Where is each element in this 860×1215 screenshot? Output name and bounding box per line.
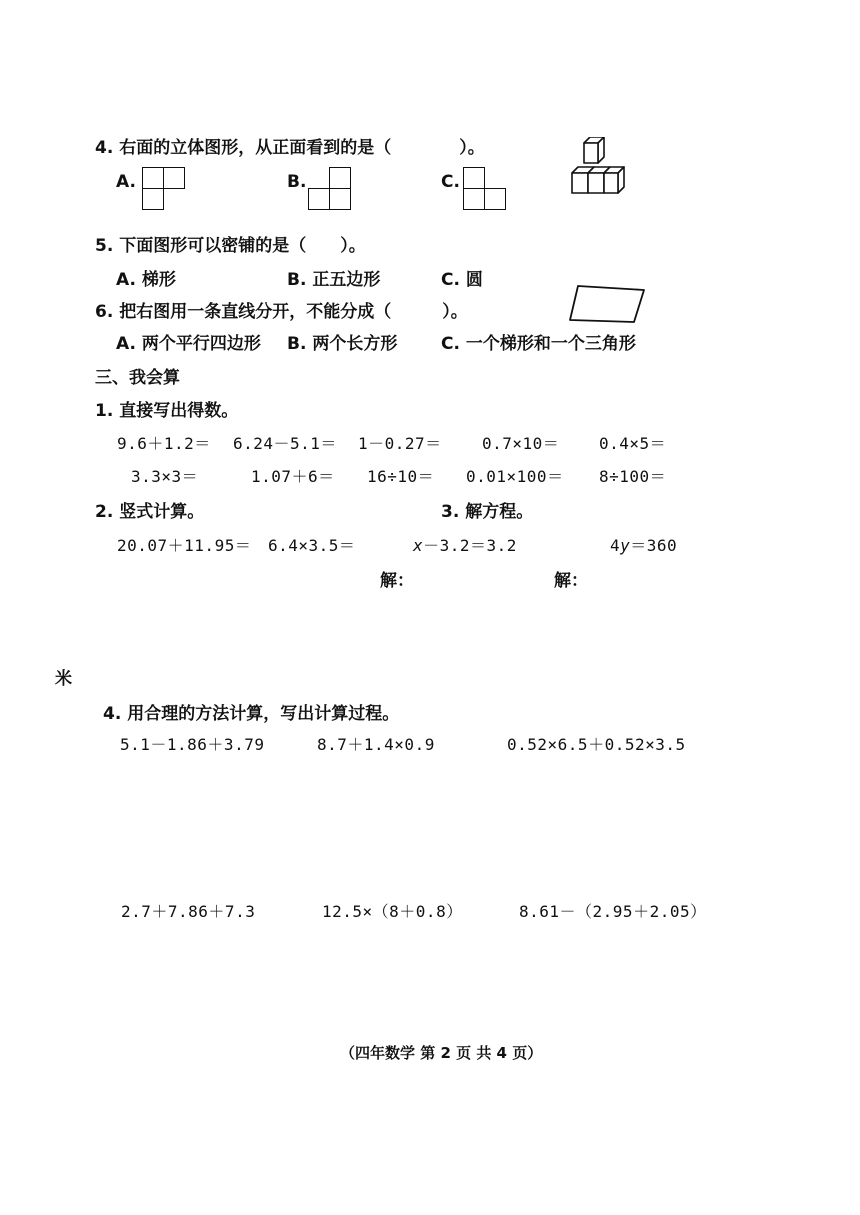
mental-calc-2-1: 3.3×3＝ (131, 467, 199, 486)
vertical-calc-1: 20.07＋11.95＝ (117, 536, 252, 555)
q6-parallelogram-figure (568, 283, 646, 325)
equation-2-rest: ＝360 (630, 536, 678, 555)
q4-option-c-figure (463, 167, 507, 211)
mental-calc-1-2: 6.24－5.1＝ (233, 434, 337, 453)
simplify-calc-2-1: 2.7＋7.86＋7.3 (121, 902, 256, 921)
equation-2 (610, 535, 677, 557)
q5-stem: 5. 下面图形可以密铺的是（ ）。 (95, 236, 366, 256)
section-3-title: 三、我会算 (95, 368, 180, 388)
mental-calc-2-4: 0.01×100＝ (466, 467, 564, 486)
margin-mark: 米 (55, 669, 72, 689)
q4-cube-solid-figure (568, 137, 628, 201)
vertical-calc-2: 6.4×3.5＝ (268, 536, 356, 555)
equation-1-solve-label: 解： (380, 571, 414, 591)
simplify-calc-1-1: 5.1－1.86＋3.79 (120, 735, 265, 754)
q4-option-c-label: C. (441, 172, 460, 192)
q6-stem: 6. 把右图用一条直线分开，不能分成（ ）。 (95, 302, 468, 322)
simplify-calc-2-2: 12.5×（8＋0.8） (322, 902, 463, 921)
mental-calc-2-2: 1.07＋6＝ (251, 467, 335, 486)
part-2-title: 2. 竖式计算。 (95, 502, 205, 522)
part-3-title: 3. 解方程。 (441, 502, 534, 522)
part-1-title: 1. 直接写出得数。 (95, 401, 239, 421)
equation-1-variable: x (413, 536, 424, 555)
q4-option-a-figure (142, 167, 186, 211)
q6-option-a: A. 两个平行四边形 (116, 334, 261, 354)
q6-option-b: B. 两个长方形 (287, 334, 398, 354)
q5-option-b: B. 正五边形 (287, 270, 381, 290)
mental-calc-1-5: 0.4×5＝ (599, 434, 667, 453)
q4-option-a-label: A. (116, 172, 136, 192)
equation-2-coefficient: 4 (610, 536, 621, 555)
simplify-calc-1-3: 0.52×6.5＋0.52×3.5 (507, 735, 686, 754)
q4-option-b-figure (308, 167, 352, 211)
equation-1-rest: －3.2＝3.2 (423, 536, 517, 555)
mental-calc-1-3: 1－0.27＝ (358, 434, 442, 453)
q5-option-a: A. 梯形 (116, 270, 176, 290)
equation-2-variable: y (620, 536, 631, 555)
simplify-calc-2-3: 8.61－（2.95＋2.05） (519, 902, 707, 921)
q4-stem: 4. 右面的立体图形，从正面看到的是（ ）。 (95, 138, 485, 158)
equation-2-solve-label: 解： (554, 571, 588, 591)
q4-option-b-label: B. (287, 172, 307, 192)
mental-calc-2-5: 8÷100＝ (599, 467, 667, 486)
q5-option-c: C. 圆 (441, 270, 483, 290)
page-footer: （四年数学 第 2 页 共 4 页） (340, 1044, 543, 1062)
part-4-title: 4. 用合理的方法计算，写出计算过程。 (103, 704, 400, 724)
mental-calc-1-4: 0.7×10＝ (482, 434, 560, 453)
mental-calc-2-3: 16÷10＝ (367, 467, 435, 486)
equation-1 (413, 535, 517, 557)
mental-calc-1-1: 9.6＋1.2＝ (117, 434, 211, 453)
simplify-calc-1-2: 8.7＋1.4×0.9 (317, 735, 435, 754)
q6-option-c: C. 一个梯形和一个三角形 (441, 334, 636, 354)
